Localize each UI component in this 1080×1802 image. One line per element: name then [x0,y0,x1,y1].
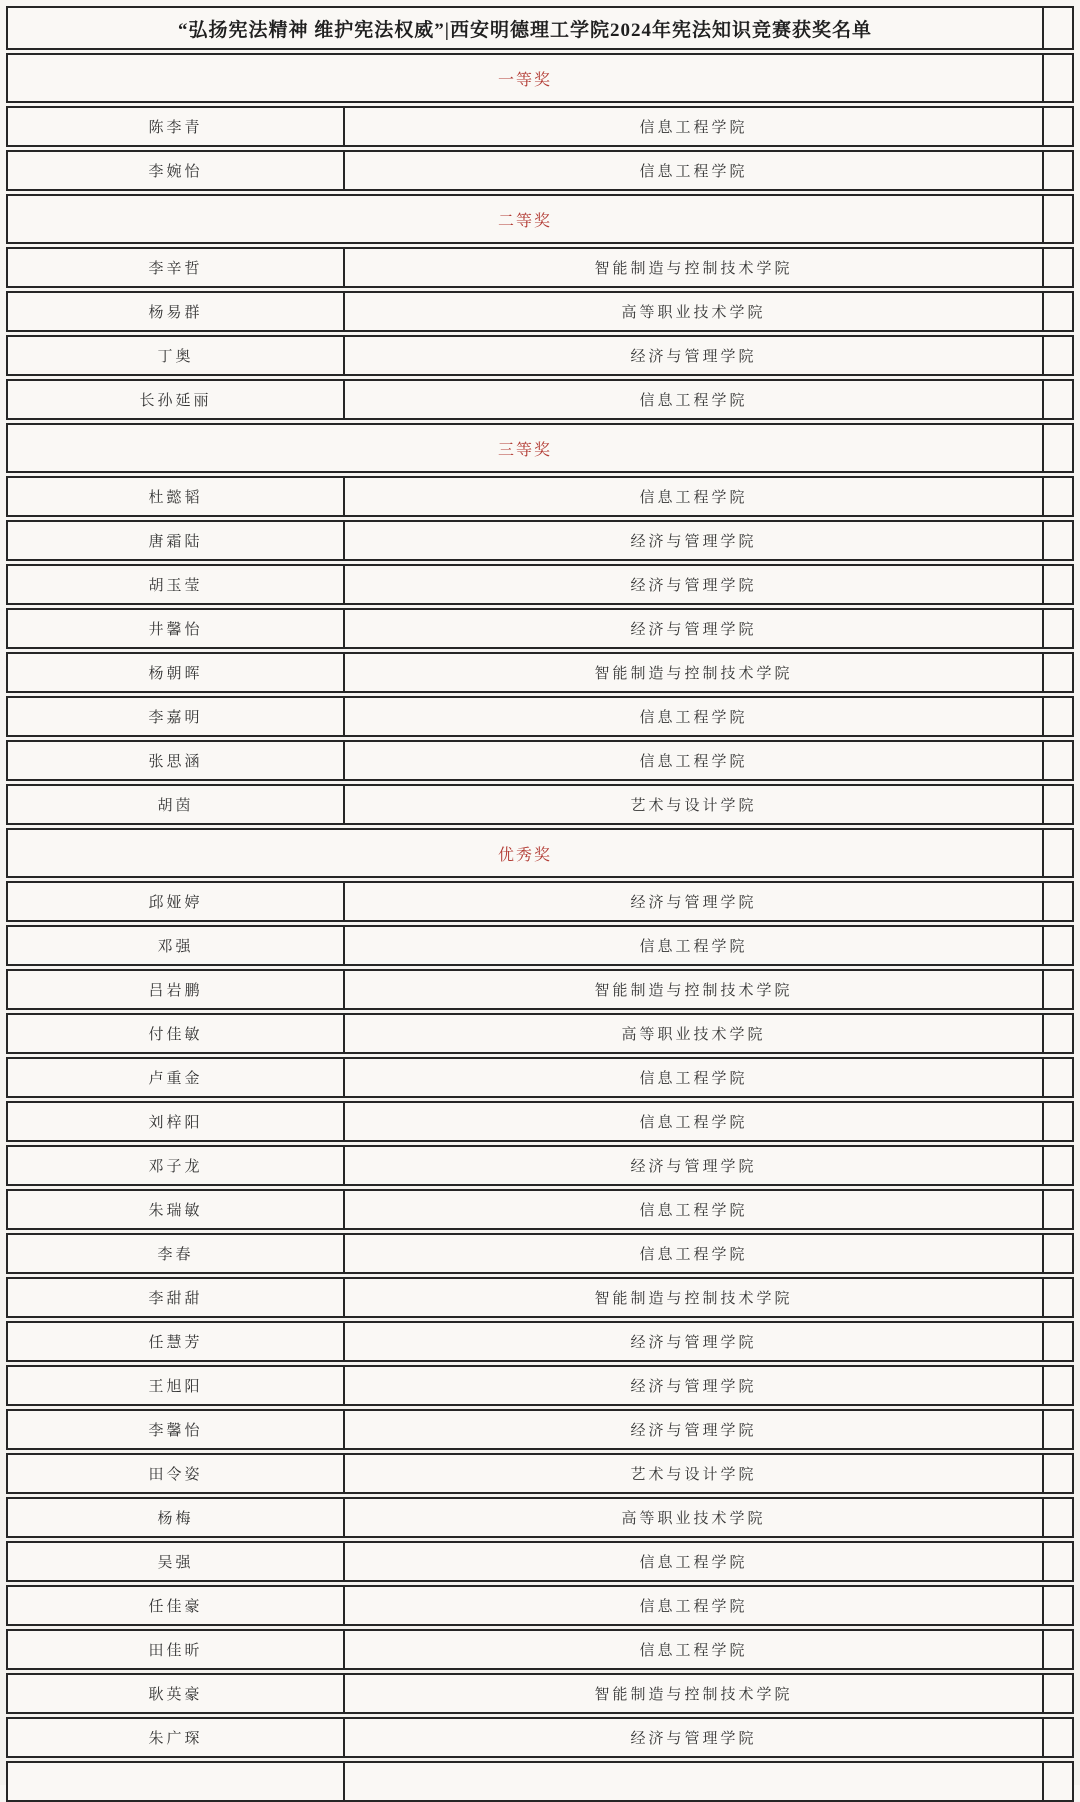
right-strip-cell [1044,927,1072,964]
college-cell [345,1763,1044,1800]
winner-name-cell: 李春 [8,1235,345,1272]
right-strip-cell [1044,1015,1072,1052]
prize-section-label: 优秀奖 [8,830,1044,876]
right-strip-cell [1044,566,1072,603]
college-cell: 信息工程学院 [345,1543,1044,1580]
college-cell: 信息工程学院 [345,381,1044,418]
winner-name-cell: 吕岩鹏 [8,971,345,1008]
college-cell: 经济与管理学院 [345,1367,1044,1404]
right-strip-cell [1044,1323,1072,1360]
winner-name-cell: 任佳豪 [8,1587,345,1624]
right-strip-cell [1044,1191,1072,1228]
right-strip-cell [1044,610,1072,647]
right-strip-cell [1044,55,1072,101]
college-cell: 经济与管理学院 [345,883,1044,920]
table-row [6,335,1074,376]
winner-name-cell: 李馨怡 [8,1411,345,1448]
table-row [6,784,1074,825]
winner-name-cell: 李嘉明 [8,698,345,735]
right-strip-cell [1044,8,1072,48]
table-row [6,1453,1074,1494]
winner-name-cell: 李婉怡 [8,152,345,189]
winner-name-cell: 邱娅婷 [8,883,345,920]
college-cell: 经济与管理学院 [345,337,1044,374]
right-strip-cell [1044,1367,1072,1404]
table-row [6,881,1074,922]
college-cell: 经济与管理学院 [345,1411,1044,1448]
right-strip-cell [1044,1631,1072,1668]
table-body [6,53,1074,1758]
college-cell: 高等职业技术学院 [345,293,1044,330]
prize-section-label: 二等奖 [8,196,1044,242]
college-cell: 智能制造与控制技术学院 [345,654,1044,691]
college-cell: 智能制造与控制技术学院 [345,971,1044,1008]
college-cell: 艺术与设计学院 [345,1455,1044,1492]
table-row [6,1497,1074,1538]
college-cell: 智能制造与控制技术学院 [345,1279,1044,1316]
college-cell: 信息工程学院 [345,1191,1044,1228]
table-row [6,564,1074,605]
prize-section-label: 三等奖 [8,425,1044,471]
right-strip-cell [1044,1499,1072,1536]
college-cell: 信息工程学院 [345,1587,1044,1624]
table-title-row [6,6,1074,50]
winner-name-cell: 杨易群 [8,293,345,330]
winner-name-cell: 吴强 [8,1543,345,1580]
prize-section-header [6,194,1074,244]
table-row [6,291,1074,332]
winner-name-cell: 朱广琛 [8,1719,345,1756]
college-cell: 经济与管理学院 [345,610,1044,647]
right-strip-cell [1044,196,1072,242]
right-strip-cell [1044,1147,1072,1184]
table-row [6,1145,1074,1186]
table-row [6,1629,1074,1670]
right-strip-cell [1044,522,1072,559]
right-strip-cell [1044,152,1072,189]
table-row [6,1673,1074,1714]
table-row [6,925,1074,966]
college-cell: 智能制造与控制技术学院 [345,1675,1044,1712]
winner-name-cell: 胡玉莹 [8,566,345,603]
right-strip-cell [1044,1059,1072,1096]
table-row [6,1717,1074,1758]
prize-section-header [6,828,1074,878]
right-strip-cell [1044,1279,1072,1316]
table-row [6,1585,1074,1626]
right-strip-cell [1044,830,1072,876]
table-row [6,1101,1074,1142]
right-strip-cell [1044,1455,1072,1492]
table-row [6,1541,1074,1582]
college-cell: 信息工程学院 [345,152,1044,189]
winner-name-cell: 唐霜陆 [8,522,345,559]
right-strip-cell [1044,293,1072,330]
winner-name-cell: 丁奥 [8,337,345,374]
winner-name-cell: 李甜甜 [8,1279,345,1316]
college-cell: 经济与管理学院 [345,566,1044,603]
table-row [6,740,1074,781]
table-row [6,1189,1074,1230]
winner-name-cell: 陈李青 [8,108,345,145]
table-row [6,1013,1074,1054]
winner-name-cell: 付佳敏 [8,1015,345,1052]
winner-name-cell: 杜懿韬 [8,478,345,515]
college-cell: 信息工程学院 [345,1631,1044,1668]
table-row [6,1321,1074,1362]
table-row [6,520,1074,561]
college-cell: 经济与管理学院 [345,1323,1044,1360]
college-cell: 艺术与设计学院 [345,786,1044,823]
table-row [6,379,1074,420]
table-row [6,150,1074,191]
prize-section-header [6,423,1074,473]
winner-name-cell: 田佳昕 [8,1631,345,1668]
college-cell: 信息工程学院 [345,742,1044,779]
right-strip-cell [1044,971,1072,1008]
right-strip-cell [1044,249,1072,286]
winner-name-cell: 田令姿 [8,1455,345,1492]
college-cell: 经济与管理学院 [345,522,1044,559]
table-row [6,1277,1074,1318]
winner-name-cell: 张思涵 [8,742,345,779]
table-row [6,247,1074,288]
college-cell: 信息工程学院 [345,478,1044,515]
college-cell: 信息工程学院 [345,698,1044,735]
winner-name-cell: 李辛哲 [8,249,345,286]
right-strip-cell [1044,1235,1072,1272]
right-strip-cell [1044,1543,1072,1580]
winner-name-cell: 任慧芳 [8,1323,345,1360]
right-strip-cell [1044,478,1072,515]
prize-section-header [6,53,1074,103]
table-row [6,1365,1074,1406]
right-strip-cell [1044,1411,1072,1448]
right-strip-cell [1044,1719,1072,1756]
winner-name-cell [8,1763,345,1800]
right-strip-cell [1044,698,1072,735]
college-cell: 信息工程学院 [345,108,1044,145]
college-cell: 高等职业技术学院 [345,1499,1044,1536]
winner-name-cell: 卢重金 [8,1059,345,1096]
right-strip-cell [1044,1587,1072,1624]
college-cell: 高等职业技术学院 [345,1015,1044,1052]
table-row [6,1409,1074,1450]
college-cell: 信息工程学院 [345,1103,1044,1140]
right-strip-cell [1044,337,1072,374]
college-cell: 智能制造与控制技术学院 [345,249,1044,286]
right-strip-cell [1044,425,1072,471]
winner-name-cell: 王旭阳 [8,1367,345,1404]
college-cell: 信息工程学院 [345,1235,1044,1272]
award-table [6,6,1074,1802]
winner-name-cell: 长孙延丽 [8,381,345,418]
winner-name-cell: 邓子龙 [8,1147,345,1184]
table-row [6,608,1074,649]
winner-name-cell: 朱瑞敏 [8,1191,345,1228]
college-cell: 经济与管理学院 [345,1147,1044,1184]
winner-name-cell: 杨梅 [8,1499,345,1536]
winner-name-cell: 刘梓阳 [8,1103,345,1140]
table-row [6,1233,1074,1274]
winner-name-cell: 井馨怡 [8,610,345,647]
right-strip-cell [1044,654,1072,691]
winner-name-cell: 胡茵 [8,786,345,823]
winner-name-cell: 杨朝晖 [8,654,345,691]
partial-bottom-row [6,1761,1074,1802]
right-strip-cell [1044,108,1072,145]
right-strip-cell [1044,742,1072,779]
table-row [6,696,1074,737]
table-row [6,106,1074,147]
college-cell: 经济与管理学院 [345,1719,1044,1756]
right-strip-cell [1044,786,1072,823]
college-cell: 信息工程学院 [345,1059,1044,1096]
winner-name-cell: 邓强 [8,927,345,964]
page-title: “弘扬宪法精神 维护宪法权威”|西安明德理工学院2024年宪法知识竞赛获奖名单 [8,8,1044,48]
right-strip-cell [1044,381,1072,418]
table-row [6,1057,1074,1098]
college-cell: 信息工程学院 [345,927,1044,964]
table-row [6,476,1074,517]
prize-section-label: 一等奖 [8,55,1044,101]
table-row [6,969,1074,1010]
right-strip-cell [1044,1675,1072,1712]
winner-name-cell: 耿英豪 [8,1675,345,1712]
right-strip-cell [1044,1763,1072,1800]
table-row [6,652,1074,693]
right-strip-cell [1044,883,1072,920]
right-strip-cell [1044,1103,1072,1140]
